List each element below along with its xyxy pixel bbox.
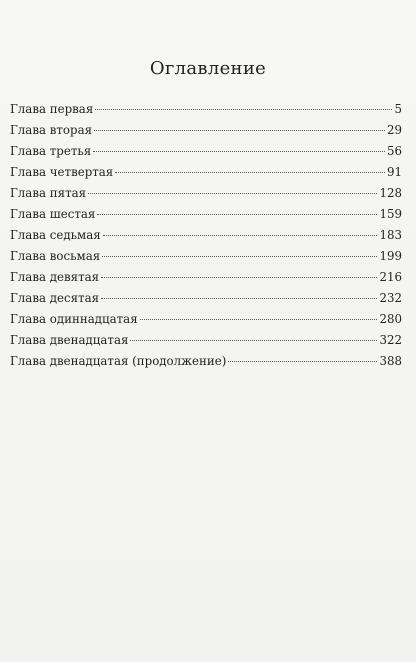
toc-entry-label: Глава двенадцатая (продолжение) [10, 354, 227, 368]
toc-entry [10, 270, 402, 291]
toc-entry-page: 232 [379, 291, 402, 305]
dot-leader [228, 361, 377, 362]
dot-leader [88, 193, 377, 194]
toc-entry [10, 228, 402, 249]
toc-entry-label: Глава девятая [10, 270, 100, 284]
toc-entry [10, 165, 402, 186]
toc-entry [10, 186, 402, 207]
toc-entry [10, 249, 402, 270]
toc-entry [10, 102, 402, 123]
table-of-contents [10, 102, 402, 375]
toc-entry-page: 5 [394, 102, 402, 116]
toc-entry [10, 354, 402, 375]
toc-entry-label: Глава восьмая [10, 249, 101, 263]
toc-entry-label: Глава первая [10, 102, 94, 116]
toc-entry [10, 291, 402, 312]
toc-entry-label: Глава третья [10, 144, 92, 158]
dot-leader [93, 151, 385, 152]
dot-leader [102, 256, 377, 257]
dot-leader [97, 214, 377, 215]
dot-leader [95, 109, 392, 110]
toc-entry-label: Глава четвертая [10, 165, 114, 179]
toc-entry-label: Глава одиннадцатая [10, 312, 138, 326]
dot-leader [140, 319, 378, 320]
toc-entry-label: Глава пятая [10, 186, 87, 200]
toc-entry-label: Глава седьмая [10, 228, 101, 242]
toc-entry [10, 207, 402, 228]
toc-entry-page: 322 [379, 333, 402, 347]
toc-entry [10, 144, 402, 165]
dot-leader [94, 130, 385, 131]
dot-leader [101, 277, 377, 278]
toc-entry-page: 56 [386, 144, 402, 158]
toc-entry [10, 312, 402, 333]
toc-entry-label: Глава двенадцатая [10, 333, 129, 347]
toc-entry [10, 123, 402, 144]
toc-entry-page: 199 [379, 249, 402, 263]
toc-entry-label: Глава шестая [10, 207, 96, 221]
dot-leader [130, 340, 377, 341]
page-title: Оглавление [149, 58, 267, 79]
toc-entry-page: 388 [379, 354, 402, 368]
dot-leader [101, 298, 377, 299]
toc-entry-page: 216 [379, 270, 402, 284]
toc-entry-page: 91 [386, 165, 402, 179]
toc-entry-page: 128 [379, 186, 402, 200]
dot-leader [115, 172, 385, 173]
dot-leader [103, 235, 378, 236]
toc-entry-page: 183 [379, 228, 402, 242]
toc-entry [10, 333, 402, 354]
toc-entry-page: 29 [386, 123, 402, 137]
toc-entry-page: 159 [379, 207, 402, 221]
toc-entry-page: 280 [379, 312, 402, 326]
toc-entry-label: Глава десятая [10, 291, 100, 305]
toc-entry-label: Глава вторая [10, 123, 93, 137]
